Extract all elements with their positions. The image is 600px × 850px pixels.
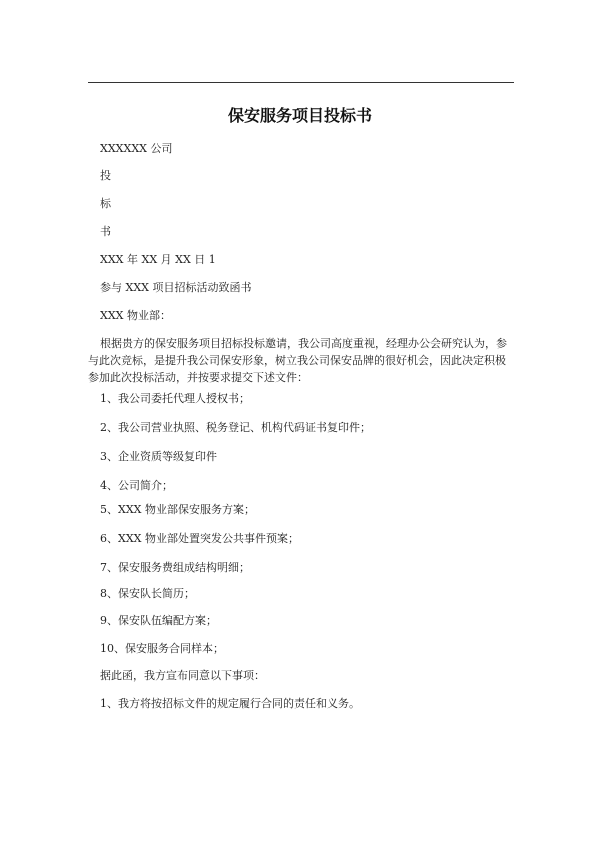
list-item: 7、保安服务费组成结构明细； [100,561,250,574]
list-item: 6、XXX 物业部处置突发公共事件预案； [100,532,299,545]
recipient: XXX 物业部： [100,309,171,322]
document-title: 保安服务项目投标书 [227,106,372,125]
list-item: 2、我公司营业执照、税务登记、机构代码证书复印件； [100,421,371,434]
vertical-title-char-1: 投 [100,169,111,182]
company-name: XXXXXX 公司 [100,142,173,155]
declaration-intro: 据此函，我方宣布同意以下事项： [100,669,265,682]
list-item: 9、保安队伍编配方案； [100,614,217,627]
list-item: 3、企业资质等级复印件 [100,450,217,463]
intro-paragraph: 根据贵方的保安服务项目招标投标邀请，我公司高度重视，经理办公会研究认为，参与此次竞标，是提升我公司保安形象，树立我公司保安品牌的很好机会，因此决定积极参加此次投标活动，并按要求提交下述文件： [88,337,507,384]
document-subject: 参与 XXX 项目招标活动致函书 [100,281,252,294]
list-item: 10、保安服务合同样本； [100,642,224,655]
list-item: 4、公司简介； [100,479,173,492]
vertical-title-char-3: 书 [100,225,111,238]
vertical-title-char-2: 标 [100,197,111,210]
list-item: 1、我公司委托代理人授权书； [100,392,250,405]
document-date: XXX 年 XX 月 XX 日 1 [100,253,216,266]
header-rule [88,82,514,83]
list-item: 5、XXX 物业部保安服务方案； [100,503,255,516]
declaration-item: 1、我方将按招标文件的规定履行合同的责任和义务。 [100,697,360,710]
list-item: 8、保安队长简历； [100,587,195,600]
